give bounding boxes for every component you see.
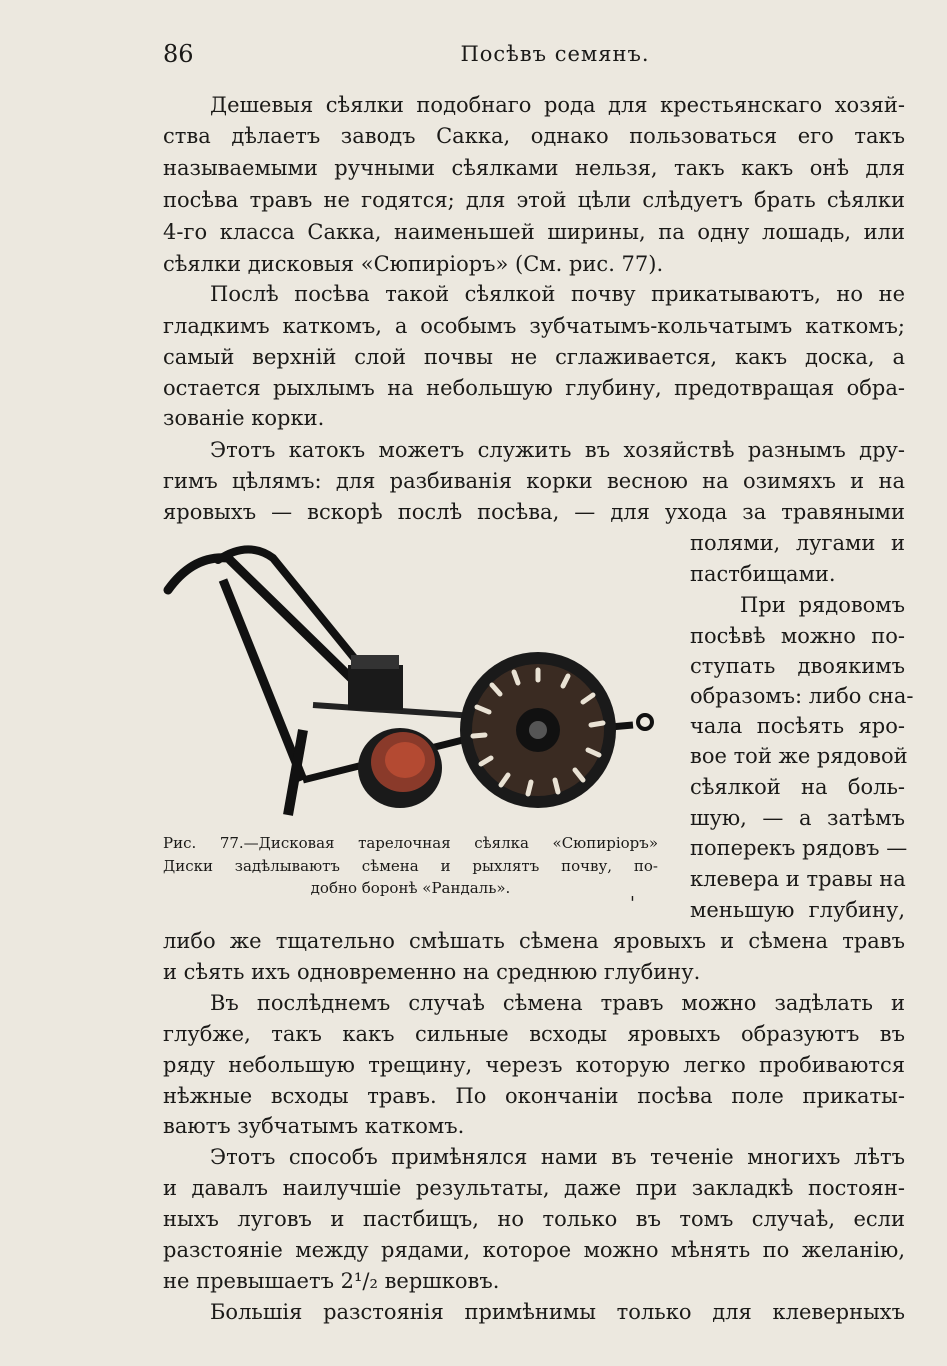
text-line: Этотъ способъ примѣнялся нами въ теченіе многихъ лѣтъ [210, 1145, 905, 1169]
text-line: глубже, такъ какъ сильные всходы яровыхъ образуютъ въ [163, 1022, 905, 1046]
text-line: Этотъ катокъ можетъ служить въ хозяйствѣ разнымъ дру- [210, 438, 905, 462]
side-text-line: шую, — а затѣмъ [690, 806, 905, 830]
side-text-line: клевера и травы на [690, 867, 906, 891]
text-line: ряду небольшую трещину, черезъ которую легко пробиваются [163, 1053, 905, 1077]
text-line: зованіе корки. [163, 406, 325, 430]
figure-caption: Рис. 77.—Дисковая тарелочная сѣялка «Сюпиріоръ» [163, 834, 658, 852]
text-line: посѣва травъ не годятся; для этой цѣли слѣдуетъ брать сѣялки [163, 188, 905, 212]
side-text-line: посѣвѣ можно по- [690, 624, 905, 648]
figure-caption: Диски задѣлываютъ сѣмена и рыхлятъ почву, по- [163, 857, 658, 875]
side-text-line: образомъ: либо сна- [690, 684, 914, 708]
text-line: Въ послѣднемъ случаѣ сѣмена травъ можно задѣлать и [210, 991, 905, 1015]
text-line: гладкимъ каткомъ, а особымъ зубчатымъ-кольчатымъ каткомъ; [163, 314, 905, 338]
seed-drill-illustration [163, 530, 658, 830]
text-line: называемыми ручными сѣялками нельзя, такъ какъ онѣ для [163, 156, 905, 180]
running-title: Посѣвъ семянъ. [460, 42, 650, 66]
text-line: разстояніе между рядами, которое можно мѣнять по желанію, [163, 1238, 905, 1262]
text-line: не превышаетъ 2¹/₂ вершковъ. [163, 1269, 500, 1293]
text-line: Дешевыя сѣялки подобнаго рода для крестьянскаго хозяй- [210, 93, 905, 117]
text-line: ныхъ луговъ и пастбищъ, но только въ томъ случаѣ, если [163, 1207, 905, 1231]
side-text-line: сѣялкой на боль- [690, 775, 905, 799]
text-line: сѣялки дисковыя «Сюпиріоръ» (См. рис. 77). [163, 252, 664, 276]
text-line: нѣжные всходы травъ. По окончаніи посѣва поле прикаты- [163, 1084, 905, 1108]
side-text-line: При рядовомъ [740, 593, 905, 617]
side-text-line: полями, лугами и [690, 531, 905, 555]
text-line: яровыхъ — вскорѣ послѣ посѣва, — для ухода за травяными [163, 500, 905, 524]
text-line: либо же тщательно смѣшать сѣмена яровыхъ и сѣмена травъ [163, 929, 905, 953]
text-line: и давалъ наилучшіе результаты, даже при закладкѣ постоян- [163, 1176, 905, 1200]
text-line: ваютъ зубчатымъ каткомъ. [163, 1114, 465, 1138]
page-number: 86 [163, 40, 194, 68]
figure-caption: добно боронѣ «Рандаль». [310, 879, 511, 897]
text-line: гимъ цѣлямъ: для разбиванія корки весною на озимяхъ и на [163, 469, 905, 493]
side-text-line: ступать двоякимъ [690, 654, 905, 678]
page-header [163, 40, 907, 70]
side-text-line: поперекъ рядовъ — [690, 836, 908, 860]
text-line: Большія разстоянія примѣнимы только для клеверныхъ [210, 1300, 905, 1324]
text-line: Послѣ посѣва такой сѣялкой почву прикатываютъ, но не [210, 282, 905, 306]
text-line: остается рыхлымъ на небольшую глубину, предотвращая обра- [163, 376, 905, 400]
stray-mark: ' [630, 893, 635, 914]
side-text-line: пастбищами. [690, 562, 836, 586]
side-text-line: чала посѣять яро- [690, 714, 905, 738]
text-line: ства дѣлаетъ заводъ Сакка, однако пользоваться его такъ [163, 124, 905, 148]
text-line: самый верхній слой почвы не сглаживается, какъ доска, а [163, 345, 905, 369]
side-text-line: вое той же рядовой [690, 744, 908, 768]
side-text-line: меньшую глубину, [690, 898, 905, 922]
text-line: 4-го класса Сакка, наименьшей ширины, па одну лошадь, или [163, 220, 905, 244]
text-line: и сѣять ихъ одновременно на среднюю глубину. [163, 960, 701, 984]
